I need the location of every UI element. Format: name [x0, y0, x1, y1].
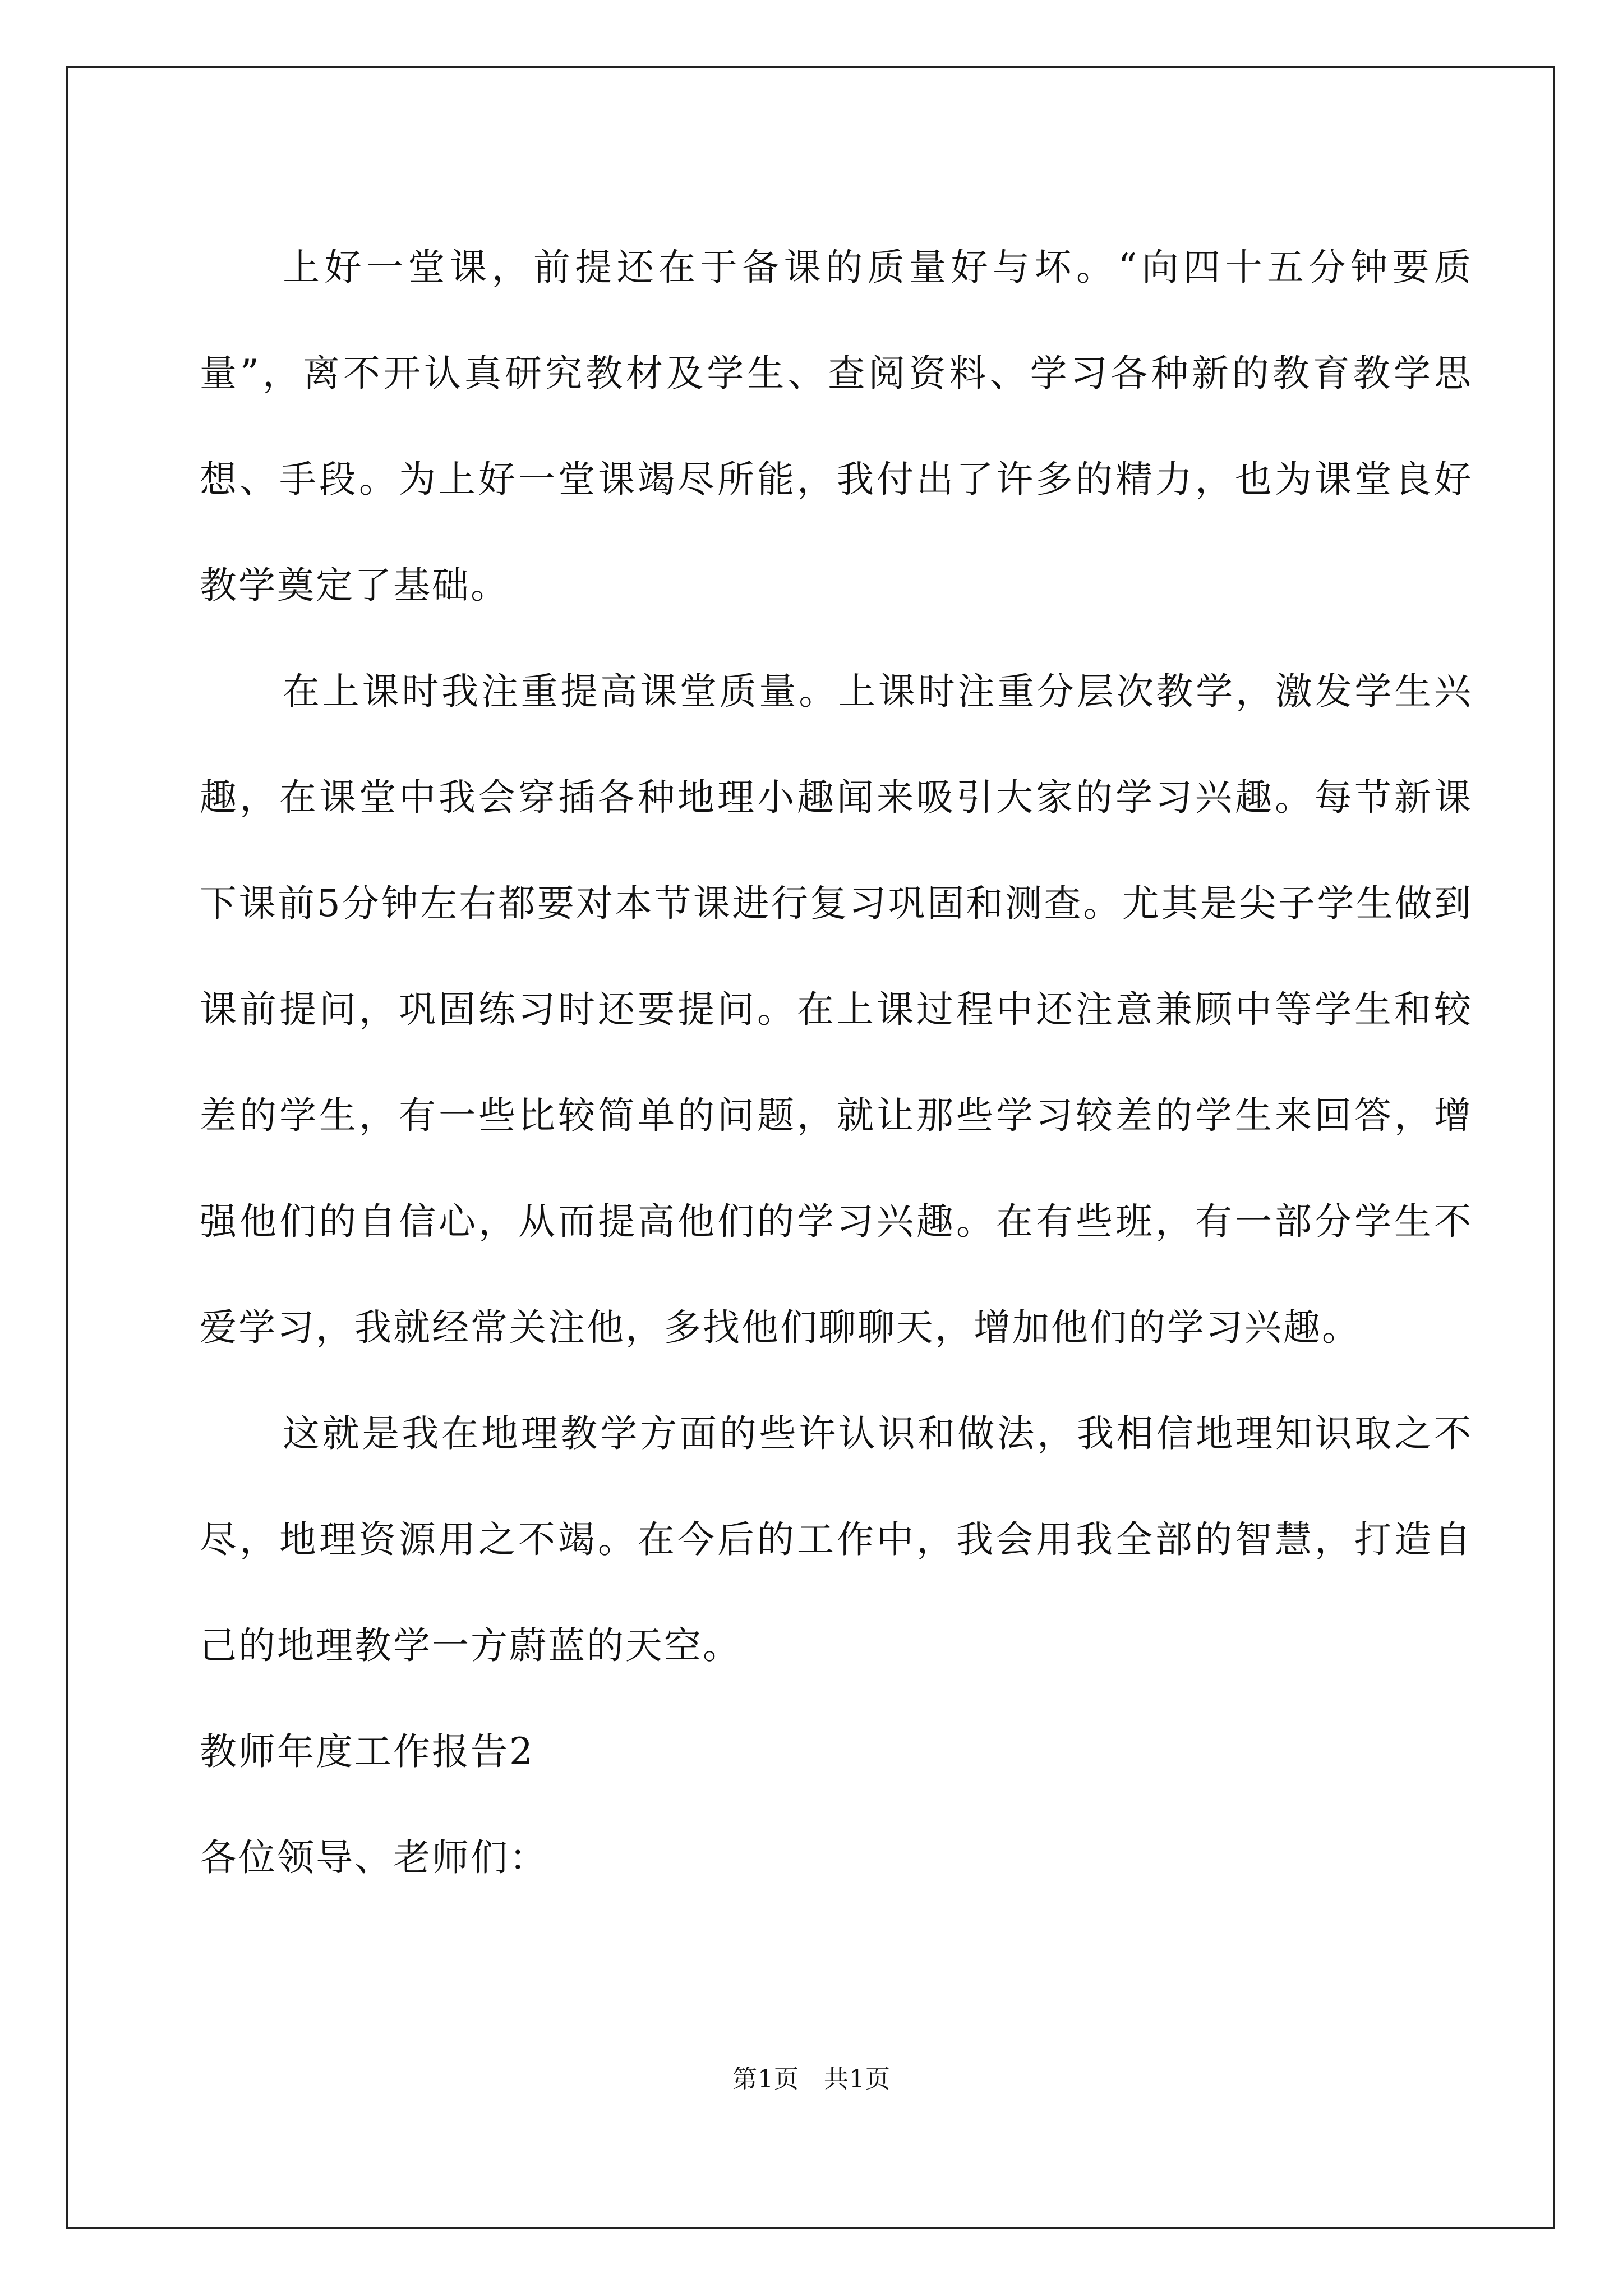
- paragraph-lesson-prep: 上好一堂课，前提还在于备课的质量好与坏。“向四十五分钟要质量”，离不开认真研究教材及学生、查阅资料、学习各种新的教育教学思想、手段。为上好一堂课竭尽所能，我付出了许多的精力，也为课堂良好教学奠定了基础。: [200, 246, 1473, 607]
- report-heading: 教师年度工作报告2: [200, 1730, 534, 1773]
- paragraph-class-quality: 在上课时我注重提高课堂质量。上课时注重分层次教学，激发学生兴趣，在课堂中我会穿插各种地理小趣闻来吸引大家的学习兴趣。每节新课下课前5分钟左右都要对本节课进行复习巩固和测查。尤其是尖子学生做到课前提问，巩固练习时还要提问。在上课过程中还注意兼顾中等学生和较差的学生，有一些比较简单的问题，就让那些学习较差的学生来回答，增强他们的自信心，从而提高他们的学习兴趣。在有些班，有一部分学生不爱学习，我就经常关注他，多找他们聊聊天，增加他们的学习兴趣。: [200, 670, 1473, 1349]
- page-footer: [0, 2059, 1623, 2095]
- document-body: [200, 214, 1473, 1911]
- salutation: 各位领导、老师们：: [200, 1836, 548, 1879]
- paragraph-conclusion: 这就是我在地理教学方面的些许认识和做法，我相信地理知识取之不尽，地理资源用之不竭。在今后的工作中，我会用我全部的智慧，打造自己的地理教学一方蔚蓝的天空。: [200, 1412, 1473, 1667]
- page-number-current: 第1页: [732, 2065, 799, 2093]
- page-number-total: 共1页: [824, 2065, 891, 2093]
